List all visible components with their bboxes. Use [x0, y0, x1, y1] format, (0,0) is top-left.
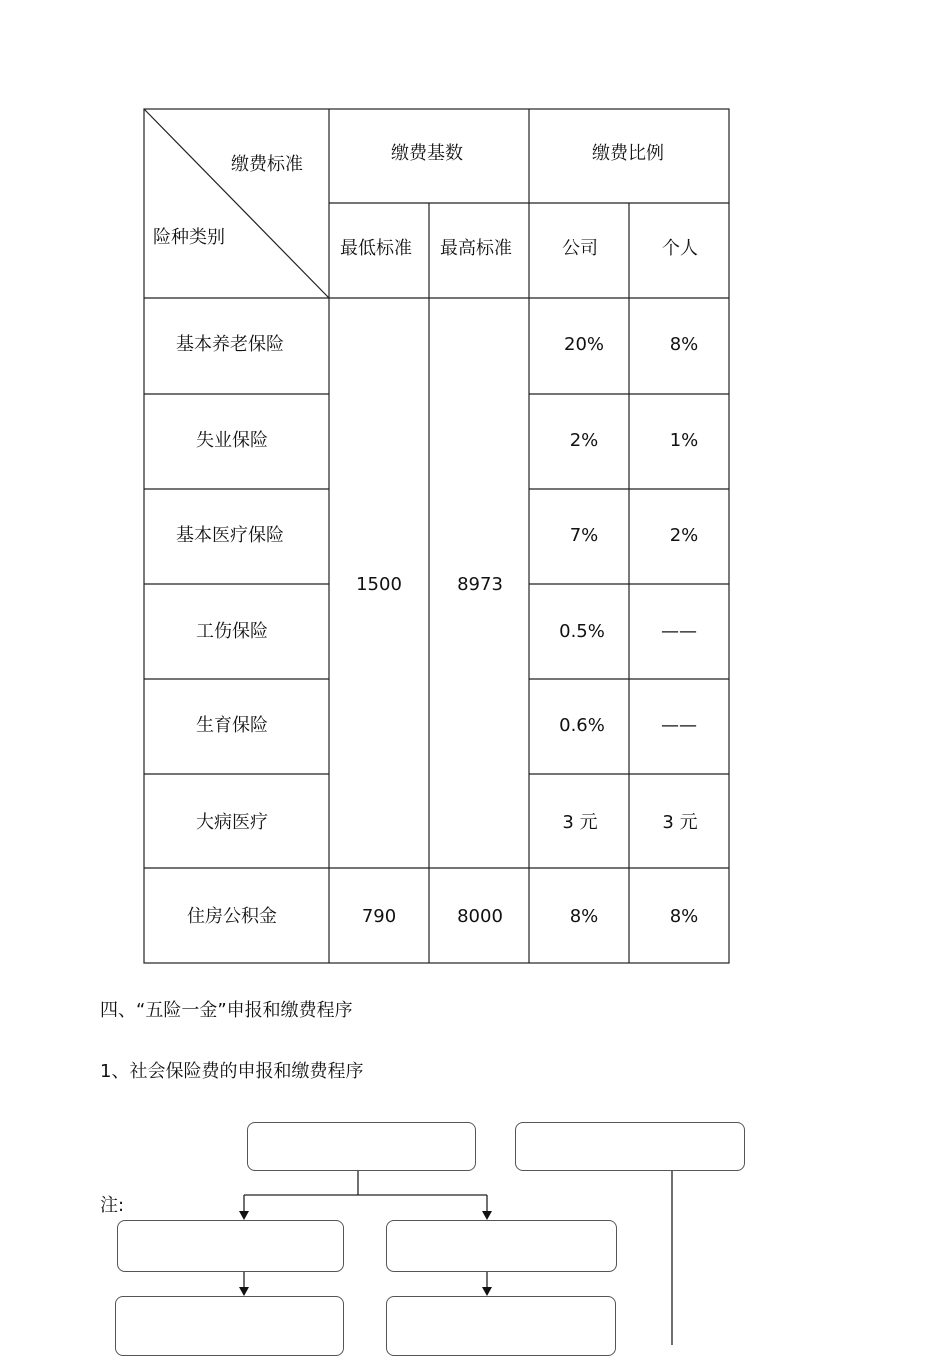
row-personal: 8% [669, 334, 699, 355]
merged-max-value: 8973 [457, 574, 503, 595]
header-diag-bottom: 险种类别 [153, 227, 225, 248]
note-label: 注: [100, 1195, 125, 1216]
row-company: 20% [563, 334, 605, 355]
row-name: 基本医疗保险 [176, 525, 284, 546]
arrow-down-icon [239, 1287, 249, 1296]
flow-box-mid-left [117, 1220, 344, 1272]
row-company: 0.6% [559, 715, 605, 736]
flow-box-top-right [515, 1122, 745, 1171]
row-name: 大病医疗 [196, 812, 268, 833]
row-personal: 1% [669, 430, 699, 451]
row-name: 工伤保险 [196, 621, 268, 642]
row-company: 7% [569, 525, 599, 546]
arrow-down-icon [482, 1287, 492, 1296]
flow-box-top-left [247, 1122, 476, 1171]
housing-company: 8% [569, 906, 599, 927]
section-title: 四、“五险一金”申报和缴费程序 [100, 1000, 353, 1021]
row-personal: —— [661, 621, 697, 642]
housing-personal: 8% [669, 906, 699, 927]
merged-min-value: 1500 [356, 574, 402, 595]
row-personal: 3 元 [662, 812, 698, 833]
flow-box-bottom-right [386, 1296, 616, 1356]
row-company: 0.5% [559, 621, 605, 642]
housing-max: 8000 [457, 906, 503, 927]
subsection-title: 1、社会保险费的申报和缴费程序 [100, 1061, 364, 1082]
row-personal: 2% [669, 525, 699, 546]
housing-min: 790 [361, 906, 397, 927]
header-base: 缴费基数 [391, 143, 463, 164]
flow-box-mid-right [386, 1220, 617, 1272]
arrow-down-icon [239, 1211, 249, 1220]
header-max: 最高标准 [440, 238, 512, 259]
header-personal: 个人 [662, 238, 698, 259]
flow-box-bottom-left [115, 1296, 344, 1356]
header-min: 最低标准 [340, 238, 412, 259]
row-company: 2% [569, 430, 599, 451]
housing-name: 住房公积金 [187, 906, 277, 927]
row-personal: —— [661, 715, 697, 736]
header-company: 公司 [562, 238, 598, 259]
row-name: 基本养老保险 [176, 334, 284, 355]
arrow-down-icon [482, 1211, 492, 1220]
row-name: 生育保险 [196, 715, 268, 736]
row-company: 3 元 [562, 812, 598, 833]
row-name: 失业保险 [196, 430, 268, 451]
header-ratio: 缴费比例 [592, 143, 664, 164]
header-diag-top: 缴费标准 [231, 154, 303, 175]
